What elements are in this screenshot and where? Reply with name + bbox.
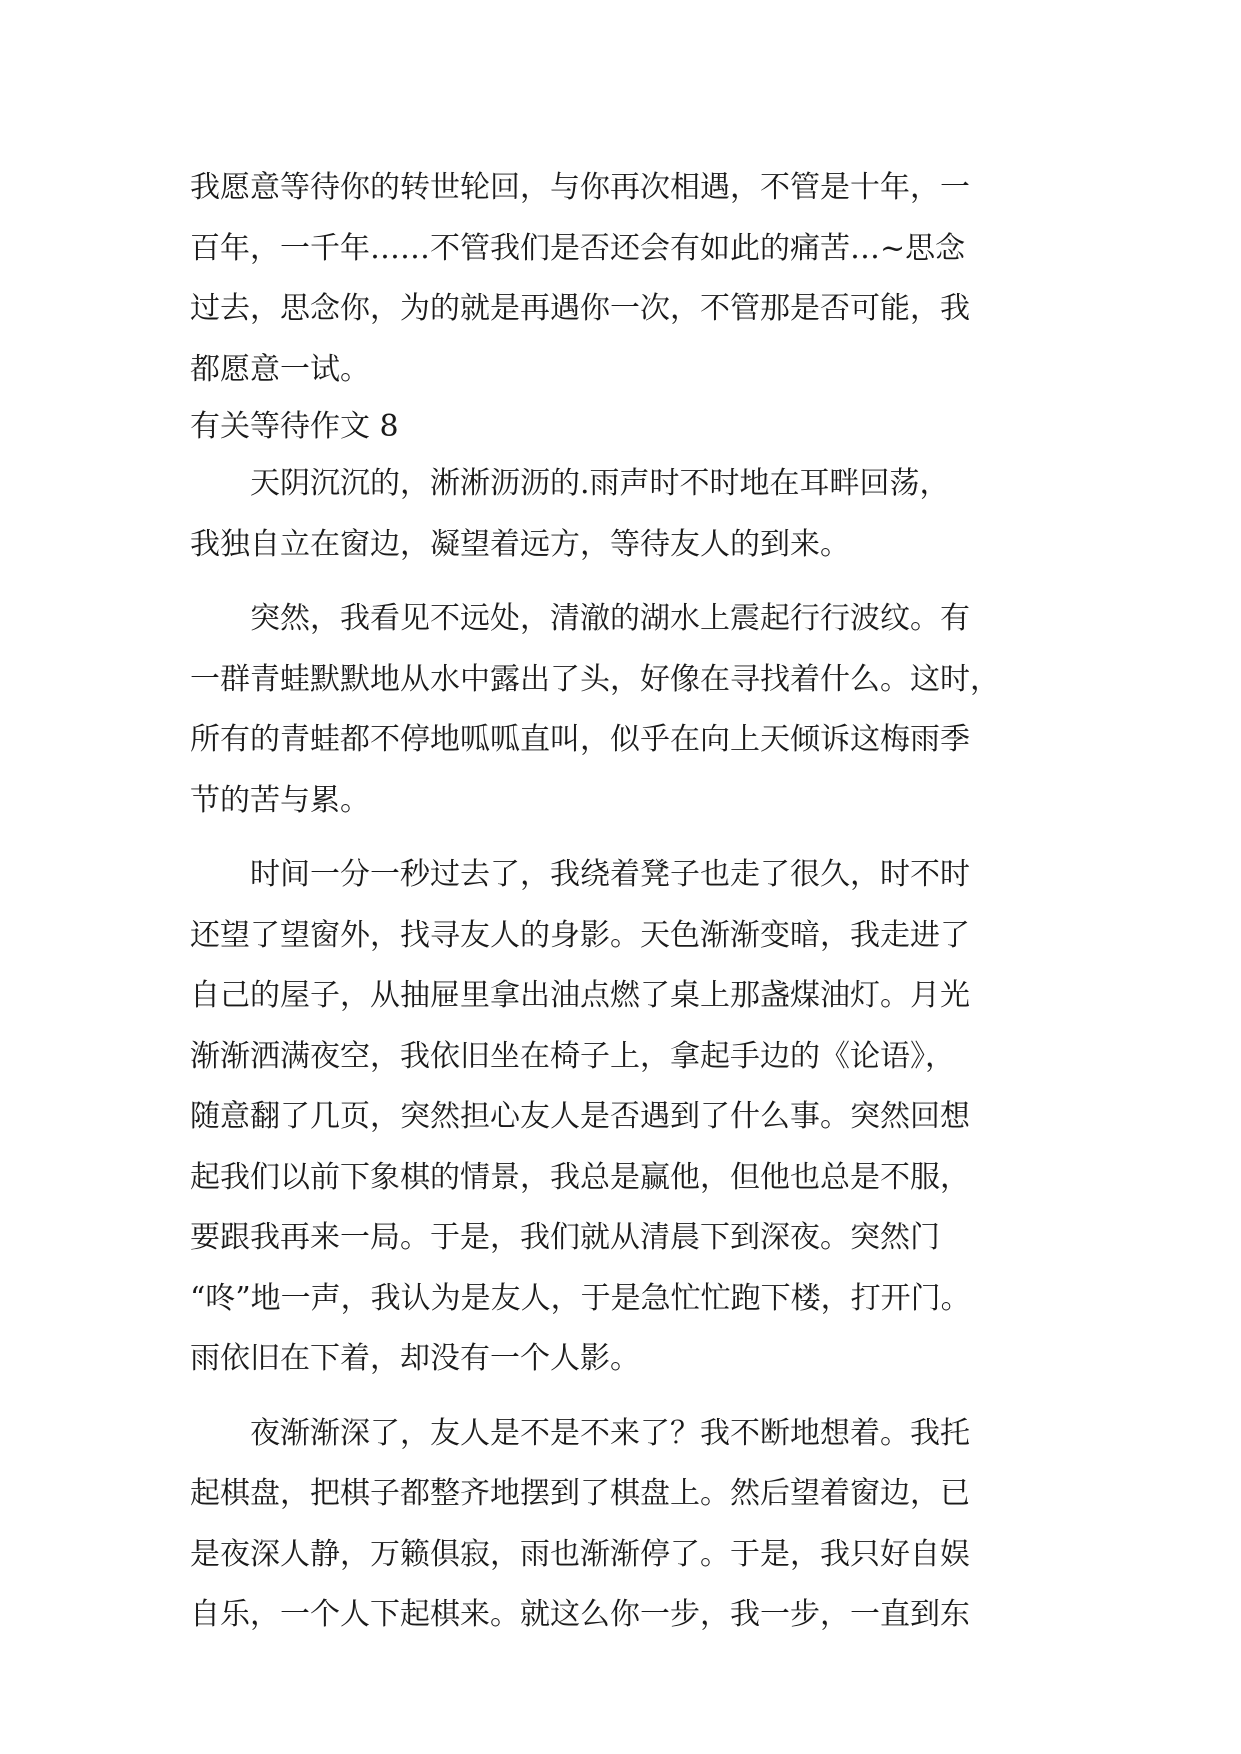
text-line: 自己的屋子，从抽屉里拿出油点燃了桌上那盏煤油灯。月光 xyxy=(190,978,970,1013)
paragraph-1 xyxy=(190,454,1070,575)
text-line: 过去，思念你，为的就是再遇你一次，不管那是否可能，我 xyxy=(190,291,970,326)
text-line: 时间一分一秒过去了，我绕着凳子也走了很久，时不时 xyxy=(190,857,970,892)
document-body xyxy=(190,158,1070,1646)
section-title: 有关等待作文 8 xyxy=(190,409,399,444)
paragraph-2 xyxy=(190,589,1070,831)
text-line: 自乐，一个人下起棋来。就这么你一步，我一步，一直到东 xyxy=(190,1597,970,1632)
continuation-paragraph xyxy=(190,158,1070,400)
text-line: 随意翻了几页，突然担心友人是否遇到了什么事。突然回想 xyxy=(190,1099,970,1134)
text-line: 突然，我看见不远处，清澈的湖水上震起行行波纹。有 xyxy=(190,601,970,636)
paragraph-4 xyxy=(190,1404,1070,1646)
text-line: 我愿意等待你的转世轮回，与你再次相遇，不管是十年，一 xyxy=(190,170,970,205)
text-line: 一群青蛙默默地从水中露出了头，好像在寻找着什么。这时， xyxy=(190,661,1000,697)
text-line: 都愿意一试。 xyxy=(190,351,370,387)
text-line: 渐渐洒满夜空，我依旧坐在椅子上，拿起手边的《论语》， xyxy=(190,1038,955,1074)
text-line: 要跟我再来一局。于是，我们就从清晨下到深夜。突然门 xyxy=(190,1220,940,1255)
text-line: 起棋盘，把棋子都整齐地摆到了棋盘上。然后望着窗边，已 xyxy=(190,1476,970,1511)
text-line: 起我们以前下象棋的情景，我总是赢他，但他也总是不服， xyxy=(190,1159,970,1195)
text-line: 夜渐渐深了，友人是不是不来了？我不断地想着。我托 xyxy=(190,1415,970,1451)
text-line: 是夜深人静，万籁俱寂，雨也渐渐停了。于是，我只好自娱 xyxy=(190,1536,970,1572)
text-line: 百年，一千年……不管我们是否还会有如此的痛苦…~思念 xyxy=(190,230,966,266)
text-line: 天阴沉沉的，淅淅沥沥的.雨声时不时地在耳畔回荡， xyxy=(190,466,950,501)
text-line: 所有的青蛙都不停地呱呱直叫，似乎在向上天倾诉这梅雨季 xyxy=(190,722,970,757)
text-line: 雨依旧在下着，却没有一个人影。 xyxy=(190,1341,640,1376)
paragraph-3 xyxy=(190,845,1070,1390)
text-line: “咚”地一声，我认为是友人，于是急忙忙跑下楼，打开门。 xyxy=(190,1280,971,1316)
text-line: 节的苦与累。 xyxy=(190,782,370,818)
text-line: 我独自立在窗边，凝望着远方，等待友人的到来。 xyxy=(190,526,850,562)
text-line: 还望了望窗外，找寻友人的身影。天色渐渐变暗，我走进了 xyxy=(190,917,970,953)
